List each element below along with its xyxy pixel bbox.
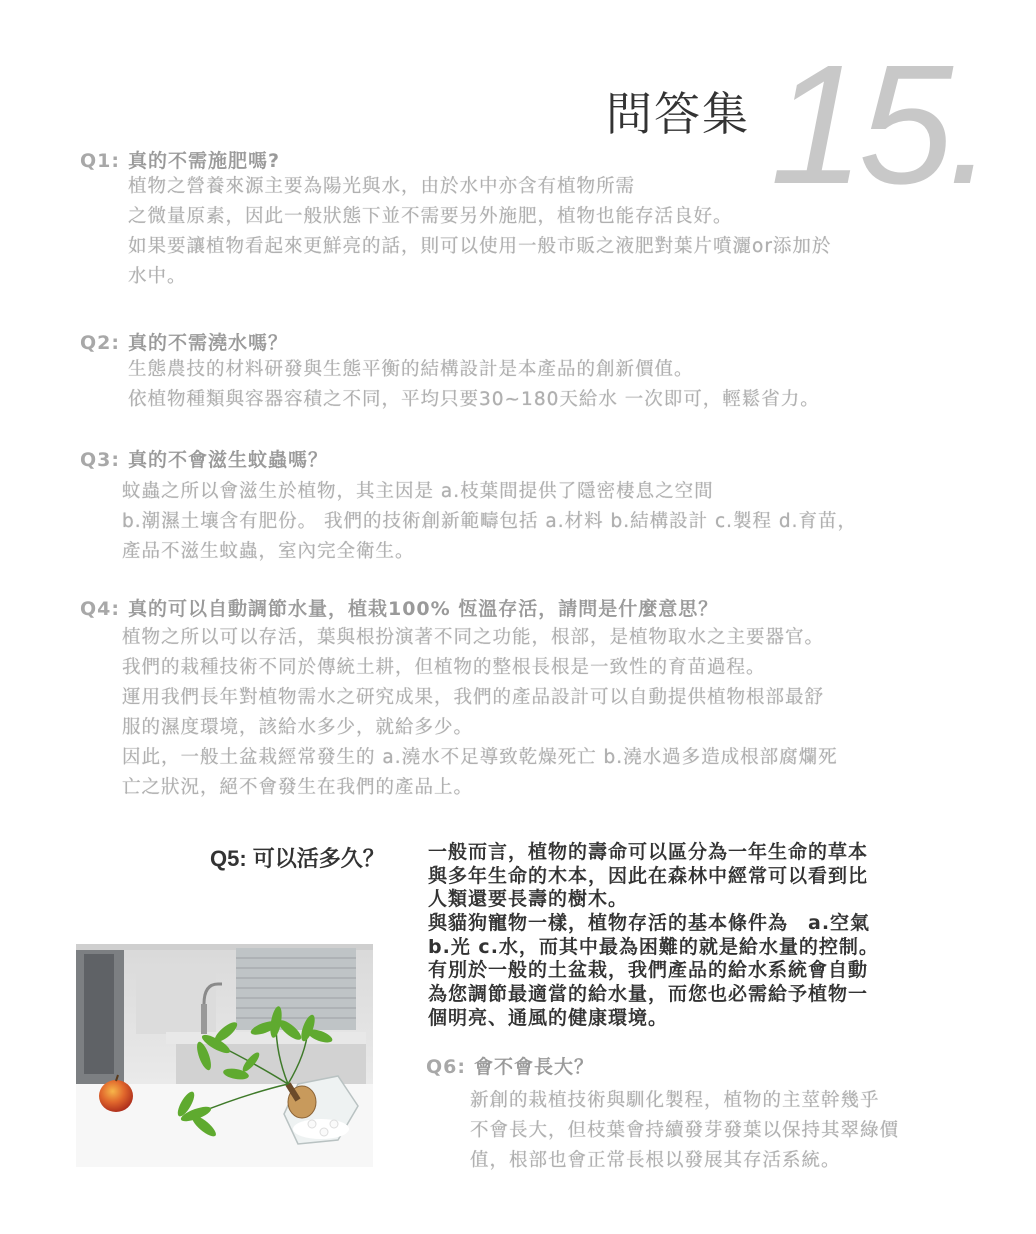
q1-answer-line: 如果要讓植物看起來更鮮亮的話，則可以使用一般市販之液肥對葉片噴灑or添加於 bbox=[128, 236, 832, 257]
q6-answer bbox=[470, 1086, 899, 1176]
q2-question-text: 真的不需澆水嗎？ bbox=[127, 332, 288, 354]
q3-label: Q3: bbox=[80, 449, 120, 471]
q4-answer-line: 運用我們長年對植物需水之研究成果，我們的產品設計可以自動提供植物根部最舒 bbox=[122, 687, 825, 708]
q4-answer-line: 因此，一般土盆栽經常發生的 a.澆水不足導致乾燥死亡 b.澆水過多造成根部腐爛死 bbox=[122, 747, 838, 768]
q6-label: Q6: bbox=[426, 1056, 466, 1078]
page-title: 問答集 bbox=[606, 87, 750, 141]
q6-answer-line: 新創的栽植技術與馴化製程，植物的主莖幹幾乎 bbox=[470, 1090, 880, 1111]
q3-question-text: 真的不會滋生蚊蟲嗎？ bbox=[127, 449, 328, 471]
plant-photo-illustration bbox=[76, 944, 373, 1167]
q5-answer-line: 與多年生命的木本，因此在森林中經常可以看到比 bbox=[428, 864, 869, 887]
q4-question-text: 真的可以自動調節水量，植栽100% 恆溫存活，請問是什麼意思？ bbox=[127, 598, 719, 620]
q6-question-text: 會不會長大？ bbox=[473, 1056, 594, 1078]
q4-answer-line: 服的濕度環境，該給水多少，就給多少。 bbox=[122, 717, 474, 738]
q5-answer bbox=[428, 841, 879, 1031]
q5-answer-line: 人類還要長壽的樹木。 bbox=[428, 888, 629, 911]
q2-question bbox=[80, 328, 288, 355]
q4-answer-line: 亡之狀況，絕不會發生在我們的產品上。 bbox=[122, 777, 474, 798]
q3-answer-line: 產品不滋生蚊蟲，室內完全衛生。 bbox=[122, 541, 415, 562]
q5-answer-line: 個明亮、通風的健康環境。 bbox=[428, 1006, 669, 1029]
q1-answer bbox=[128, 172, 831, 292]
q3-answer-line: b.潮濕土壤含有肥份。 我們的技術創新範疇包括 a.材料 b.結構設計 c.製程 d.育苗， bbox=[122, 511, 858, 532]
q4-answer-line: 我們的栽種技術不同於傳統土耕，但植物的整根長根是一致性的育苗過程。 bbox=[122, 657, 766, 678]
q1-answer-line: 水中。 bbox=[128, 266, 187, 287]
page-number: 15. bbox=[770, 30, 989, 220]
q3-answer-line: 蚊蟲之所以會滋生於植物，其主因是 a.枝葉間提供了隱密棲息之空間 bbox=[122, 481, 714, 502]
q6-answer-line: 值，根部也會正常長根以發展其存活系統。 bbox=[470, 1150, 841, 1171]
q5-answer-line: 有別於一般的土盆栽，我們產品的給水系統會自動 bbox=[428, 959, 869, 982]
q1-answer-line: 植物之營養來源主要為陽光與水，由於水中亦含有植物所需 bbox=[128, 176, 636, 197]
q1-answer-line: 之微量原素，因此一般狀態下並不需要另外施肥，植物也能存活良好。 bbox=[128, 206, 733, 227]
q5-answer-line: 為您調節最適當的給水量，而您也必需給予植物一 bbox=[428, 983, 869, 1006]
q3-answer bbox=[122, 477, 857, 567]
q2-label: Q2: bbox=[80, 332, 120, 354]
q5-answer-line: b.光 c.水，而其中最為困難的就是給水量的控制。 bbox=[428, 935, 879, 958]
plant-photo bbox=[76, 944, 373, 1167]
q4-answer bbox=[122, 623, 838, 803]
q1-label: Q1: bbox=[80, 150, 120, 172]
q2-answer bbox=[128, 355, 820, 415]
q5-question: Q5: 可以活多久？ bbox=[210, 846, 385, 871]
q6-answer-line: 不會長大，但枝葉會持續發芽發葉以保持其翠綠價 bbox=[470, 1120, 900, 1141]
q5-answer-line: 與貓狗寵物一樣，植物存活的基本條件為 a.空氣 bbox=[428, 912, 871, 935]
q6-question bbox=[426, 1052, 594, 1079]
q3-question bbox=[80, 445, 328, 472]
q4-question bbox=[80, 594, 718, 621]
q2-answer-line: 依植物種類與容器容積之不同，平均只要30~180天給水 一次即可，輕鬆省力。 bbox=[128, 389, 820, 410]
q1-question bbox=[80, 146, 280, 173]
q1-question-text: 真的不需施肥嗎? bbox=[127, 150, 281, 172]
q4-label: Q4: bbox=[80, 598, 120, 620]
q4-answer-line: 植物之所以可以存活，葉與根扮演著不同之功能，根部，是植物取水之主要器官。 bbox=[122, 627, 825, 648]
q5-answer-line: 一般而言，植物的壽命可以區分為一年生命的草本 bbox=[428, 841, 869, 863]
q2-answer-line: 生態農技的材料研發與生態平衡的結構設計是本產品的創新價值。 bbox=[128, 359, 694, 380]
